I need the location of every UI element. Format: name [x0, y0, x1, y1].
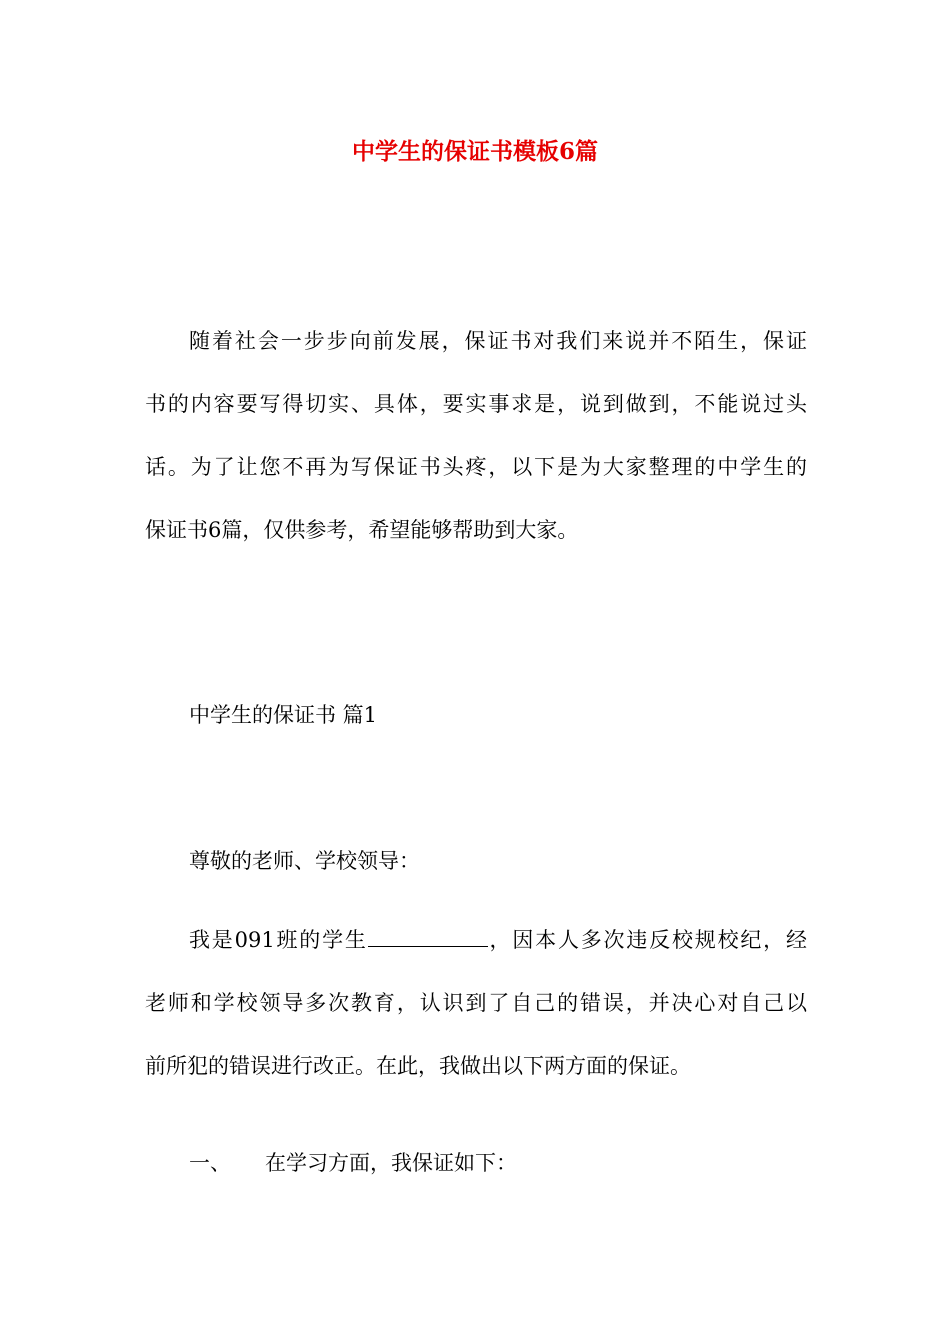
body-paragraph: [145, 909, 807, 1098]
body-line: 老师和学校领导多次教育，认识到了自己的错误，并决心对自己以: [145, 991, 807, 1015]
intro-line: 随着社会一步步向前发展，保证书对我们来说并不陌生，保证: [189, 329, 807, 353]
intro-line: 话。为了让您不再为写保证书头疼，以下是为大家整理的中学生的: [145, 455, 807, 479]
list-item-text: 在学习方面，我保证如下：: [265, 1151, 517, 1175]
document-title: 中学生的保证书模板6篇: [351, 138, 598, 165]
body-line-with-blank: [145, 909, 807, 972]
intro-paragraph: [145, 310, 807, 562]
list-item-number: 一、: [189, 1151, 231, 1175]
salutation: 尊敬的老师、学校领导：: [189, 849, 420, 873]
intro-line: 保证书6篇，仅供参考，希望能够帮助到大家。: [145, 518, 579, 542]
body-text: ，因本人多次违反校规校纪，经: [487, 928, 807, 952]
body-line: 前所犯的错误进行改正。在此，我做出以下两方面的保证。: [145, 1054, 691, 1078]
name-blank: [368, 928, 488, 947]
intro-line: 书的内容要写得切实、具体，要实事求是，说到做到，不能说过头: [145, 392, 807, 416]
section-heading: 中学生的保证书 篇1: [189, 703, 378, 727]
list-item-1: [189, 1148, 517, 1178]
body-text: 我是091班的学生: [189, 928, 368, 952]
